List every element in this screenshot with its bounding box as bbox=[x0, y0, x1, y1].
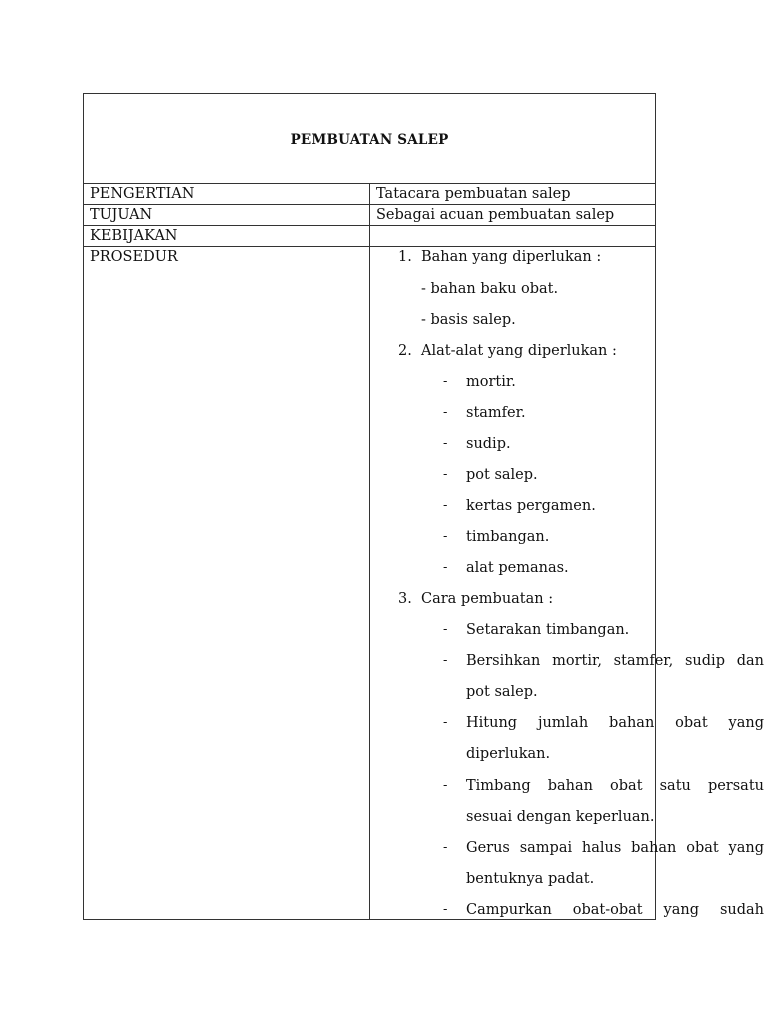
row-value: Tatacara pembuatan salep bbox=[370, 184, 656, 205]
row-value: Sebagai acuan pembuatan salep bbox=[370, 205, 656, 226]
prosedur-content: 1. Bahan yang diperlukan : - bahan baku obat. - basis salep. 2. Alat-alat yang diperlukan : - mortir. - stamfer. - sudip. - pot salep. - kertas pergamen. - timbangan. - alat pemanas. 3. Cara pembuatan : - Setarakan timbangan. - Bersihkan mortir, stamfer, sudip dan pot salep. - Hitung jumlah bahan obat yang diperlukan. - Timbang bahan obat satu persatu sesuai dengan keperluan. - Gerus sampai halus bahan obat yang bentuknya padat. - Campurkan obat-obat yang sudah bbox=[370, 247, 656, 920]
sop-document bbox=[83, 93, 764, 920]
title-cell bbox=[84, 94, 656, 184]
title-row bbox=[84, 94, 656, 184]
row-label: PROSEDUR bbox=[84, 247, 370, 920]
row-tujuan bbox=[84, 205, 656, 226]
row-value bbox=[370, 226, 656, 247]
row-pengertian bbox=[84, 184, 656, 205]
row-kebijakan bbox=[84, 226, 656, 247]
document-title: PEMBUATAN SALEP bbox=[290, 131, 449, 148]
row-prosedur bbox=[84, 247, 656, 920]
row-label: KEBIJAKAN bbox=[84, 226, 370, 247]
row-label: TUJUAN bbox=[84, 205, 370, 226]
row-label: PENGERTIAN bbox=[84, 184, 370, 205]
sop-table bbox=[83, 93, 764, 920]
